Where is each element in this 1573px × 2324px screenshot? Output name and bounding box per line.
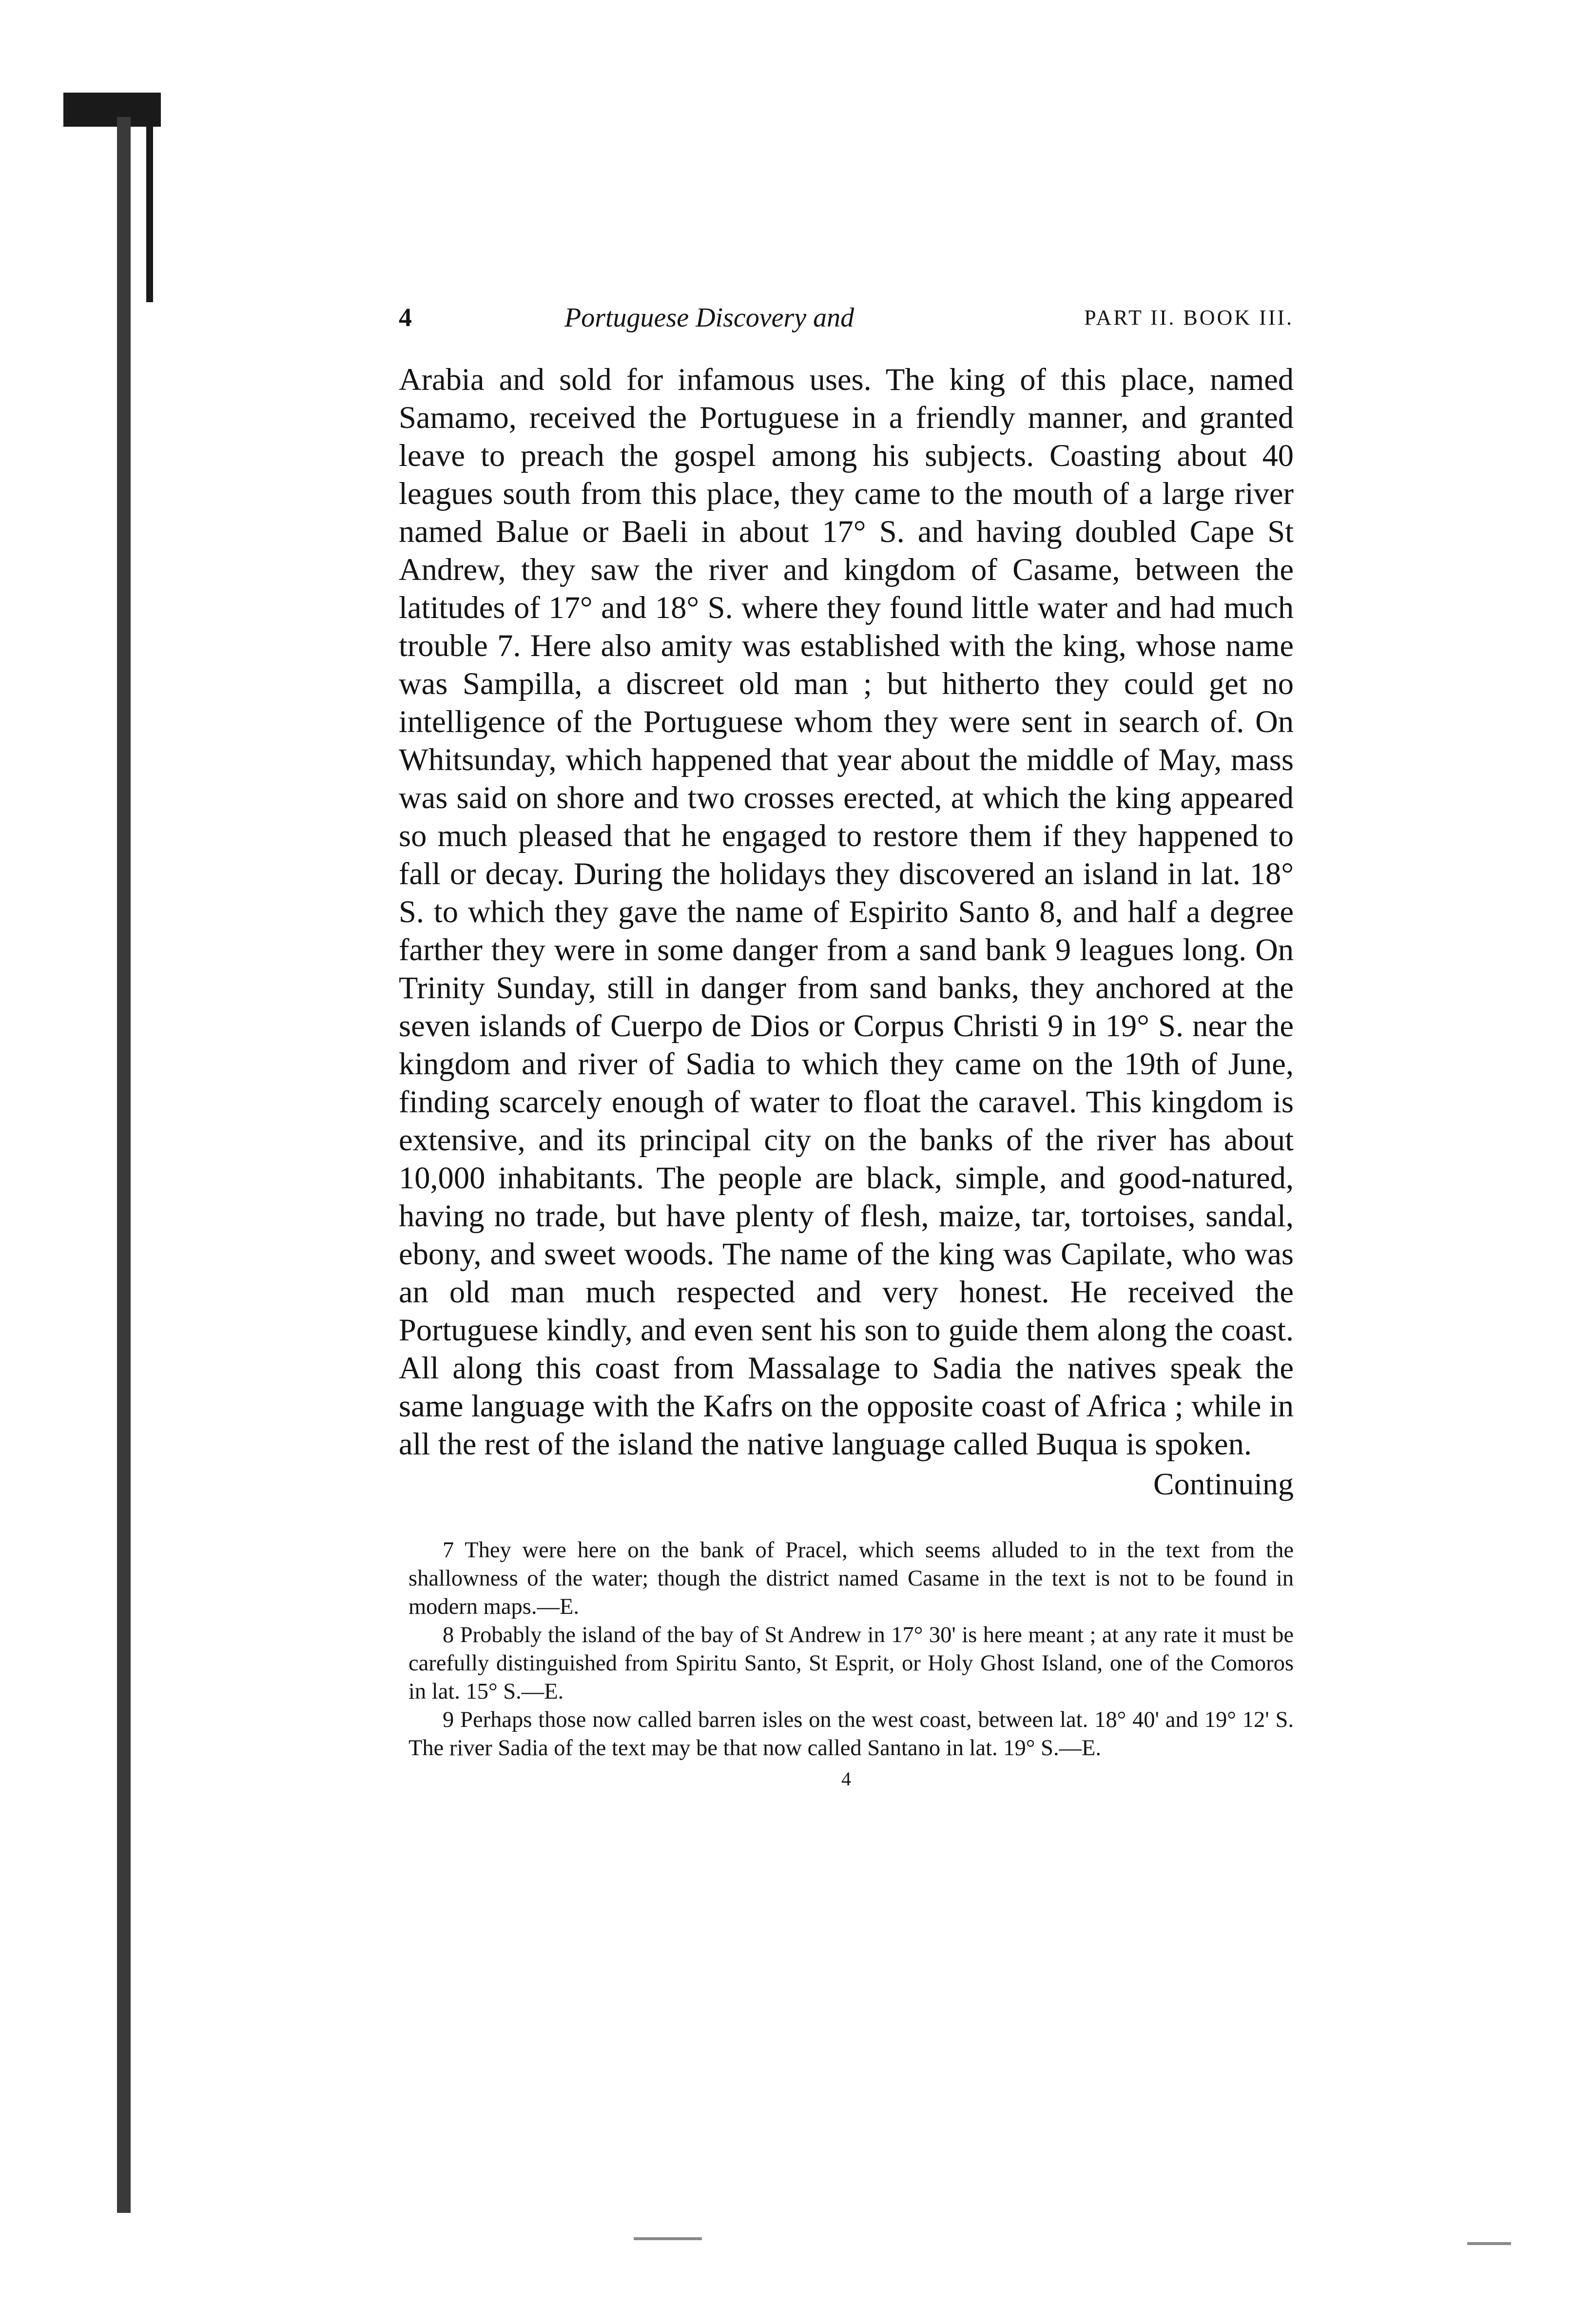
signature-mark: 4 [841, 1768, 851, 1790]
scan-smudge [1467, 2242, 1511, 2245]
body-paragraph: Arabia and sold for infamous uses. The king of this place, named Samamo, received the Portuguese in a friendly manner, and granted leave to preach the gospel among his subjects. Coasting about 40 leagues south from this place, they came to the mouth of a large river named Balue or Baeli in about 17° S. and having doubled Cape St Andrew, they saw the river and kingdom of Casame, between the latitudes of 17° and 18° S. where they found little water and had much trouble 7. Here also amity was established with the king, whose name was Sampilla, a discreet old man ; but hitherto they could get no intelligence of the Portuguese whom they were sent in search of. On Whitsunday, which happened that year about the middle of May, mass was said on shore and two crosses erected, at which the king appeared so much pleased that he engaged to restore them if they happened to fall or decay. During the holidays they discovered an island in lat. 18° S. to which they gave the name of Espirito Santo 8, and half a degree farther they were in some danger from a sand bank 9 leagues long. On Trinity Sunday, still in danger from sand banks, they anchored at the seven islands of Cuerpo de Dios or Corpus Christi 9 in 19° S. near the kingdom and river of Sadia to which they came on the 19th of June, finding scarcely enough of water to float the caravel. This kingdom is extensive, and its principal city on the banks of the river has about 10,000 inhabitants. The people are black, simple, and good-natured, having no trade, but have plenty of flesh, maize, tar, tortoises, sandal, ebony, and sweet woods. The name of the king was Capilate, who was an old man much respected and very honest. He received the Portuguese kindly, and even sent his son to guide them along the coast. All along this coast from Massalage to Sadia the natives speak the same language with the Kafrs on the opposite coast of Africa ; while in all the rest of the island the native language called Buqua is spoken. [399, 362, 1294, 1461]
footnotes [399, 1536, 1294, 1762]
scan-smudge [634, 2237, 702, 2240]
page-number: 4 [399, 303, 412, 332]
scan-mark [146, 97, 153, 302]
running-title: Portuguese Discovery and [564, 303, 854, 333]
binding-edge [0, 0, 175, 2324]
catchword: Continuing [1153, 1467, 1294, 1501]
footnote-9: 9 Perhaps those now called barren isles on the west coast, between lat. 18° 40' and 19° 12' S. The river Sadia of the text may be that now called Santano in lat. 19° S.—E. [408, 1707, 1294, 1761]
footnote-7: 7 They were here on the bank of Pracel, which seems alluded to in the text from the shallowness of the water; though the district named Casame in the text is not to be found in modern maps.—E. [408, 1538, 1294, 1619]
scan-mark [117, 117, 131, 2213]
book-page [399, 302, 1294, 1790]
running-head [399, 302, 1294, 341]
footnote-8: 8 Probably the island of the bay of St Andrew in 17° 30' is here meant ; at any rate it must be carefully distinguished from Spiritu Santo, St Esprit, or Holy Ghost Island, one of the Comoros in lat. 15° S.—E. [408, 1623, 1294, 1704]
part-book-label: PART II. BOOK III. [1084, 306, 1294, 329]
